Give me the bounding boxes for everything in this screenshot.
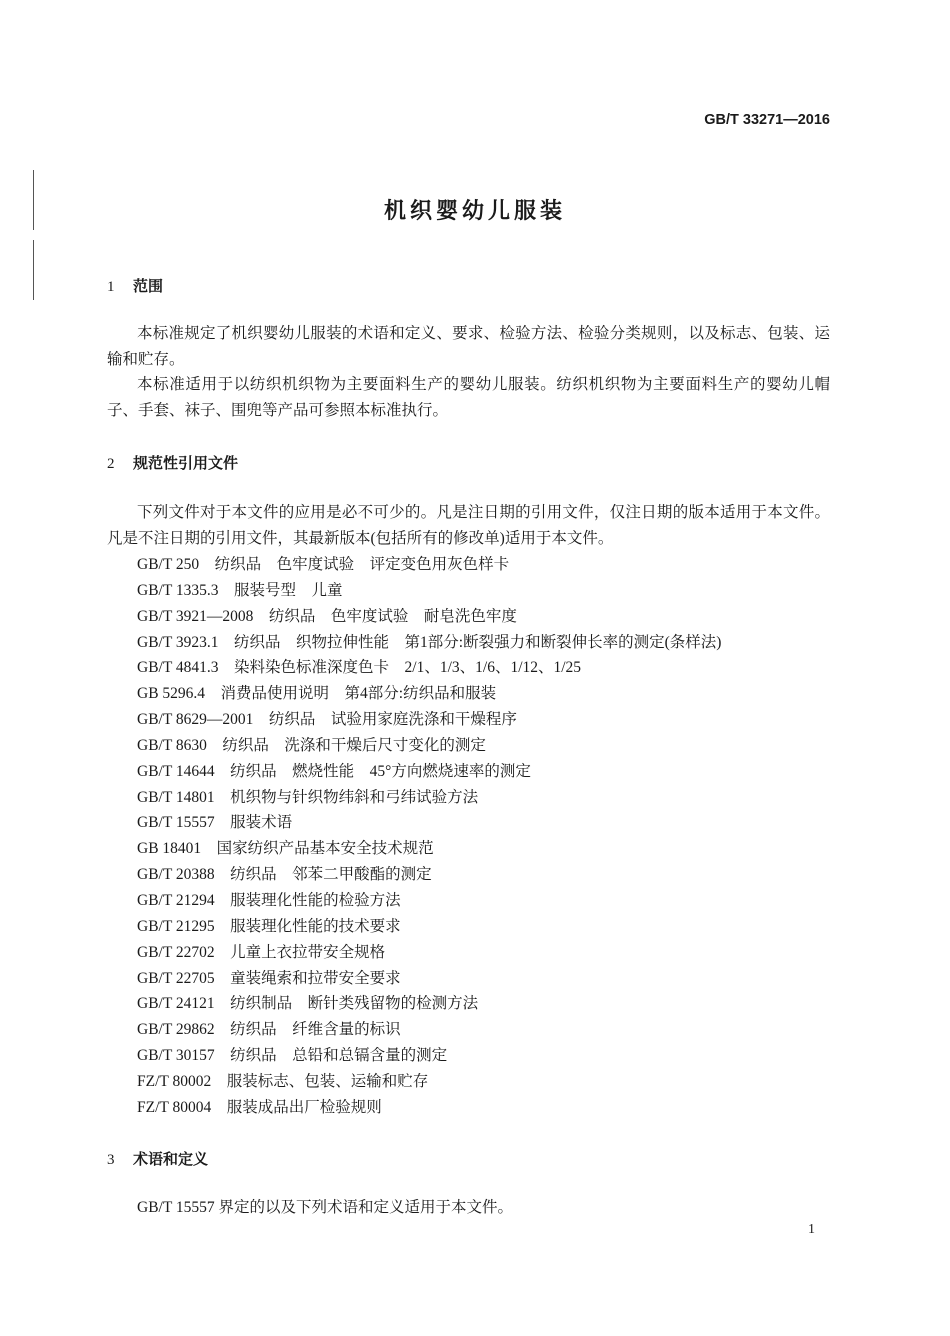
- section-number: 2: [107, 456, 115, 472]
- paragraph: 下列文件对于本文件的应用是必不可少的。凡是注日期的引用文件，仅注日期的版本适用于本文件。凡是不注日期的引用文件，其最新版本(包括所有的修改单)适用于本文件。: [107, 504, 830, 547]
- reference-item: GB/T 21295 服装理化性能的技术要求: [137, 917, 401, 935]
- reference-item: GB 18401 国家纺织产品基本安全技术规范: [137, 840, 434, 858]
- reference-list: [137, 552, 721, 1121]
- reference-item: GB/T 22705 童装绳索和拉带安全要求: [137, 969, 401, 987]
- paragraph: 本标准适用于以纺织机织物为主要面料生产的婴幼儿服装。纺织机织物为主要面料生产的婴幼儿帽子、手套、袜子、围兜等产品可参照本标准执行。: [107, 376, 830, 419]
- section-1-heading: [107, 275, 163, 296]
- section-2-heading: [107, 452, 238, 473]
- reference-item: GB/T 14801 机织物与针织物纬斜和弓纬试验方法: [137, 788, 479, 806]
- reference-item: GB/T 20388 纺织品 邻苯二甲酸酯的测定: [137, 866, 432, 884]
- section-title: 规范性引用文件: [133, 456, 239, 472]
- reference-item: GB/T 21294 服装理化性能的检验方法: [137, 891, 401, 909]
- section-number: 1: [107, 279, 115, 295]
- reference-item: GB/T 24121 纺织制品 断针类残留物的检测方法: [137, 995, 479, 1013]
- reference-item: GB 5296.4 消费品使用说明 第4部分:纺织品和服装: [137, 685, 497, 703]
- reference-item: GB/T 250 纺织品 色牢度试验 评定变色用灰色样卡: [137, 556, 510, 573]
- paragraph: 本标准规定了机织婴幼儿服装的术语和定义、要求、检验方法、检验分类规则，以及标志、包装、运输和贮存。: [107, 325, 830, 368]
- section-3-heading: [107, 1148, 208, 1169]
- reference-item: GB/T 15557 服装术语: [137, 814, 293, 832]
- section-title: 范围: [133, 279, 164, 295]
- reference-item: GB/T 3921—2008 纺织品 色牢度试验 耐皂洗色牢度: [137, 607, 517, 625]
- reference-item: GB/T 22702 儿童上衣拉带安全规格: [137, 943, 386, 961]
- document-title: 机织婴幼儿服装: [383, 198, 566, 223]
- standard-number: GB/T 33271—2016: [704, 112, 830, 128]
- reference-item: GB/T 30157 纺织品 总铅和总镉含量的测定: [137, 1047, 448, 1065]
- paragraph: GB/T 15557 界定的以及下列术语和定义适用于本文件。: [137, 1199, 514, 1216]
- reference-item: FZ/T 80002 服装标志、包装、运输和贮存: [137, 1072, 429, 1090]
- reference-item: GB/T 14644 纺织品 燃烧性能 45°方向燃烧速率的测定: [137, 762, 531, 780]
- reference-item: GB/T 1335.3 服装号型 儿童: [137, 581, 343, 599]
- page-number: 1: [808, 1222, 815, 1237]
- reference-item: GB/T 4841.3 染料染色标准深度色卡 2/1、1/3、1/6、1/12、1/25: [137, 659, 582, 677]
- section-title: 术语和定义: [133, 1152, 209, 1168]
- reference-item: GB/T 8630 纺织品 洗涤和干燥后尺寸变化的测定: [137, 736, 486, 754]
- reference-item: GB/T 8629—2001 纺织品 试验用家庭洗涤和干燥程序: [137, 711, 517, 729]
- reference-item: GB/T 3923.1 纺织品 织物拉伸性能 第1部分:断裂强力和断裂伸长率的测定(条样法): [137, 633, 722, 651]
- reference-item: FZ/T 80004 服装成品出厂检验规则: [137, 1098, 382, 1116]
- scan-artifact: [33, 240, 34, 300]
- section-number: 3: [107, 1152, 115, 1168]
- reference-item: GB/T 29862 纺织品 纤维含量的标识: [137, 1021, 401, 1039]
